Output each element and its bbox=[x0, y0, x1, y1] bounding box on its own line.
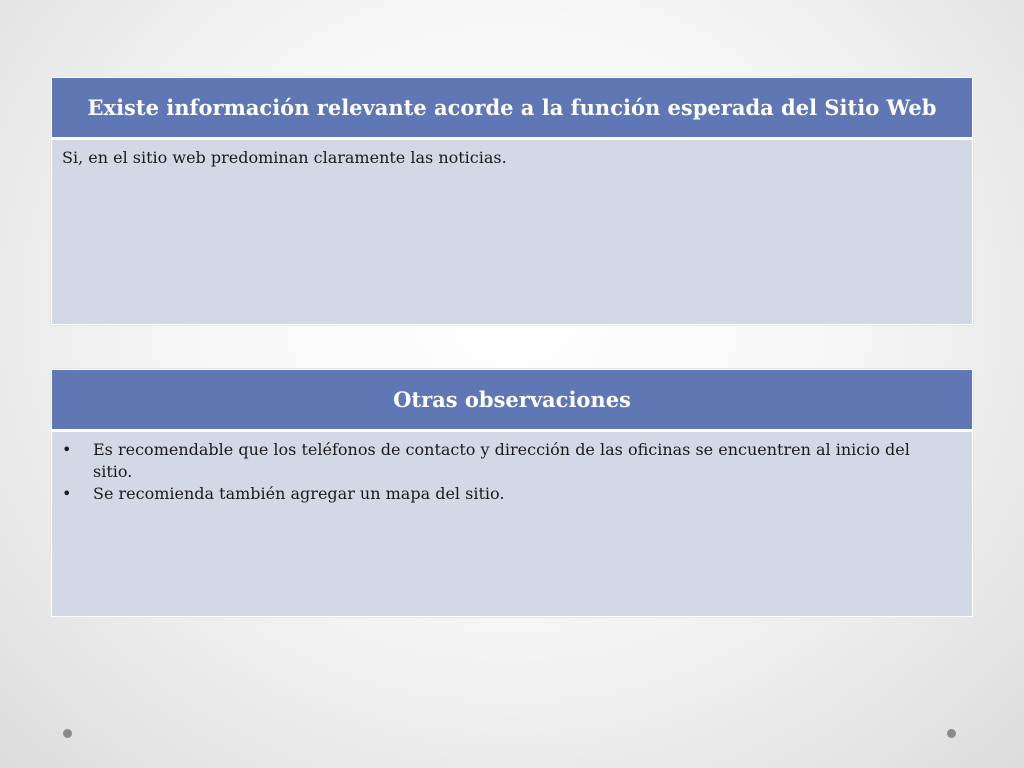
cell-text: Si, en el sitio web predominan claramente las noticias. bbox=[62, 148, 507, 167]
bullet-list bbox=[62, 439, 962, 505]
evaluation-table bbox=[51, 77, 973, 325]
decorative-dot-icon bbox=[63, 729, 72, 738]
table-header: Otras observaciones bbox=[52, 370, 972, 432]
bullet-icon: • bbox=[62, 484, 72, 503]
table-cell bbox=[52, 140, 972, 324]
list-item bbox=[62, 439, 962, 483]
table-cell bbox=[52, 432, 972, 616]
decorative-dot-icon bbox=[947, 729, 956, 738]
list-item bbox=[62, 483, 962, 505]
bullet-icon: • bbox=[62, 440, 72, 459]
observations-table bbox=[51, 369, 973, 617]
list-item-text: Es recomendable que los teléfonos de contacto y dirección de las oficinas se encuentren al inicio del sitio. bbox=[93, 440, 910, 481]
list-item-text: Se recomienda también agregar un mapa del sitio. bbox=[93, 484, 505, 503]
table-header: Existe información relevante acorde a la función esperada del Sitio Web bbox=[52, 78, 972, 140]
